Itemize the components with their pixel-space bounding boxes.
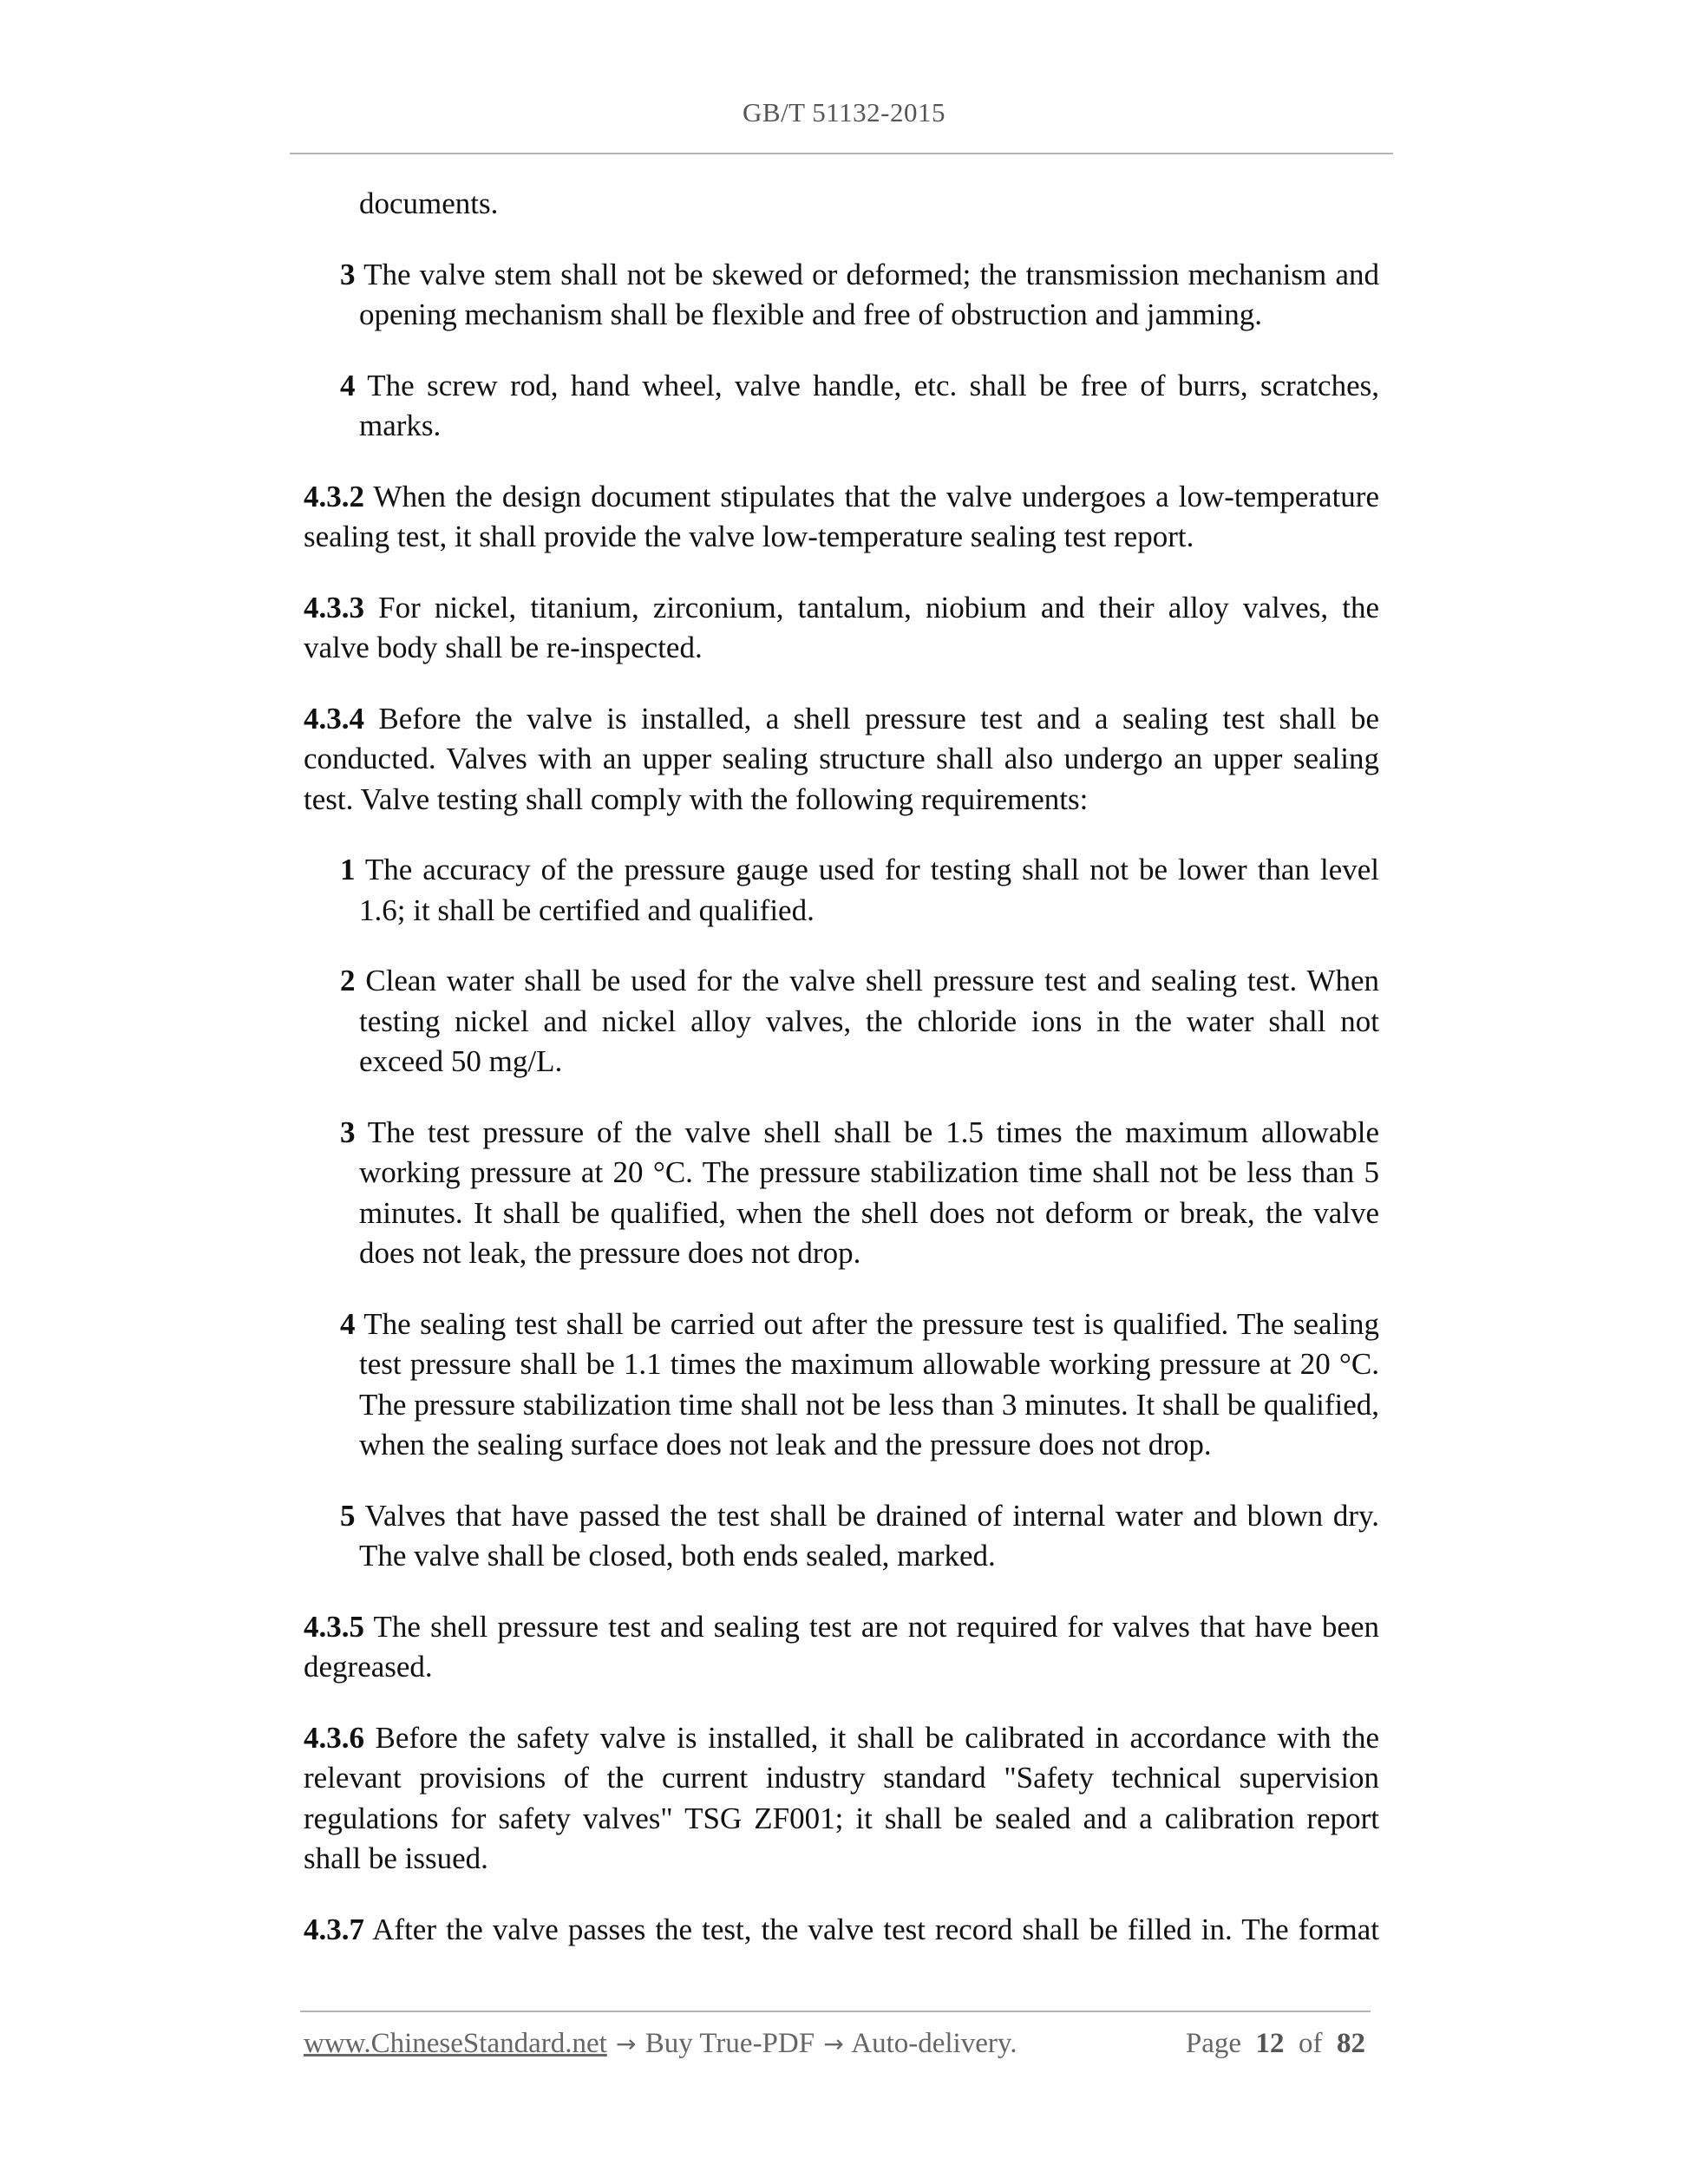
item-text: The test pressure of the valve shell shall be 1.5 times the maximum allowable working pressure at 20 °C. The pressure stabilization time shall not be less than 5 minutes. It shall be qualified, when the shell does not deform or break, the valve does not leak, the pressure does not drop.: [355, 1115, 1379, 1270]
arrow-right-icon: →: [823, 2030, 844, 2058]
clause-4-3-6: [304, 1718, 1379, 1880]
clause-text: Before the valve is installed, a shell pressure test and a sealing test shall be conducted. Valves with an upper sealing structure shall also undergo an upper sealing test. Valve testing shall comply with the following requirements:: [304, 701, 1379, 816]
item-number: 3: [340, 257, 356, 291]
clause-4-3-3: [304, 588, 1379, 669]
list-item-4: [340, 1305, 1379, 1466]
buy-pdf-text: Buy True-PDF: [644, 2028, 815, 2059]
item-text: The valve stem shall not be skewed or deformed; the transmission mechanism and opening mechanism shall be flexible and free of obstruction and jamming.: [355, 257, 1379, 331]
item-number: 1: [340, 853, 356, 886]
paragraph-text: documents.: [359, 186, 499, 220]
clause-number: 4.3.7: [304, 1912, 364, 1946]
item-number: 4: [340, 1306, 356, 1341]
document-body: [304, 184, 1379, 1950]
header-divider: [290, 153, 1393, 154]
clause-4-3-4: [304, 699, 1379, 821]
auto-delivery-text: Auto-delivery.: [851, 2028, 1017, 2059]
clause-number: 4.3.5: [304, 1609, 364, 1644]
item-text: Clean water shall be used for the valve shell pressure test and sealing test. When testing nickel and nickel alloy valves, the chloride ions in the water shall not exceed 50 mg/L.: [355, 964, 1379, 1078]
total-pages: 82: [1337, 2028, 1365, 2059]
item-text: Valves that have passed the test shall be drained of internal water and blown dry. The valve shall be closed, both ends sealed, marked.: [355, 1498, 1379, 1573]
clause-number: 4.3.6: [304, 1720, 364, 1755]
item-text: The accuracy of the pressure gauge used for testing shall not be lower than level 1.6; it shall be certified and qualified.: [355, 853, 1379, 927]
list-item-1: [340, 850, 1379, 931]
of-label: of: [1299, 2028, 1323, 2059]
page-header-title: GB/T 51132-2015: [743, 97, 945, 128]
footer-promo: [304, 2028, 1017, 2060]
clause-text: When the design document stipulates that the valve undergoes a low-temperature sealing test, it shall provide the valve low-temperature sealing test report.: [304, 479, 1379, 553]
list-item-3: [340, 255, 1379, 336]
item-number: 3: [340, 1115, 356, 1149]
clause-number: 4.3.3: [304, 590, 364, 624]
clause-text: After the valve passes the test, the valve test record shall be filled in. The format: [364, 1912, 1379, 1946]
clause-4-3-7: [304, 1910, 1379, 1951]
page-label: Page: [1185, 2028, 1241, 2059]
clause-text: For nickel, titanium, zirconium, tantalum, niobium and their alloy valves, the valve body shall be re-inspected.: [304, 590, 1379, 664]
clause-4-3-5: [304, 1607, 1379, 1688]
paragraph-continuation: [359, 184, 1379, 225]
arrow-right-icon: →: [616, 2030, 637, 2058]
current-page: 12: [1255, 2028, 1285, 2059]
list-item-4: [340, 366, 1379, 447]
footer-divider: [300, 2011, 1371, 2012]
clause-number: 4.3.2: [304, 479, 364, 513]
item-number: 4: [340, 368, 356, 402]
clause-text: The shell pressure test and sealing test are not required for valves that have been degreased.: [304, 1609, 1379, 1684]
clause-4-3-2: [304, 477, 1379, 558]
item-text: The screw rod, hand wheel, valve handle, etc. shall be free of burrs, scratches, marks.: [355, 368, 1379, 442]
item-number: 2: [340, 964, 356, 997]
item-text: The sealing test shall be carried out after the pressure test is qualified. The sealing test pressure shall be 1.1 times the maximum allowable working pressure at 20 °C. The pressure stabilization time shall not be less than 3 minutes. It shall be qualified, when the sealing surface does not leak and the pressure does not drop.: [355, 1306, 1379, 1461]
list-item-2: [340, 961, 1379, 1082]
website-link[interactable]: www.ChineseStandard.net: [304, 2028, 607, 2059]
page-number: [1186, 2028, 1365, 2060]
list-item-5: [340, 1496, 1379, 1577]
list-item-3: [340, 1113, 1379, 1274]
clause-number: 4.3.4: [304, 701, 364, 736]
item-number: 5: [340, 1498, 356, 1533]
clause-text: Before the safety valve is installed, it shall be calibrated in accordance with the relevant provisions of the current industry standard "Safety technical supervision regulations for safety valves" TSG ZF001; it shall be sealed and a calibration report shall be issued.: [304, 1720, 1379, 1875]
